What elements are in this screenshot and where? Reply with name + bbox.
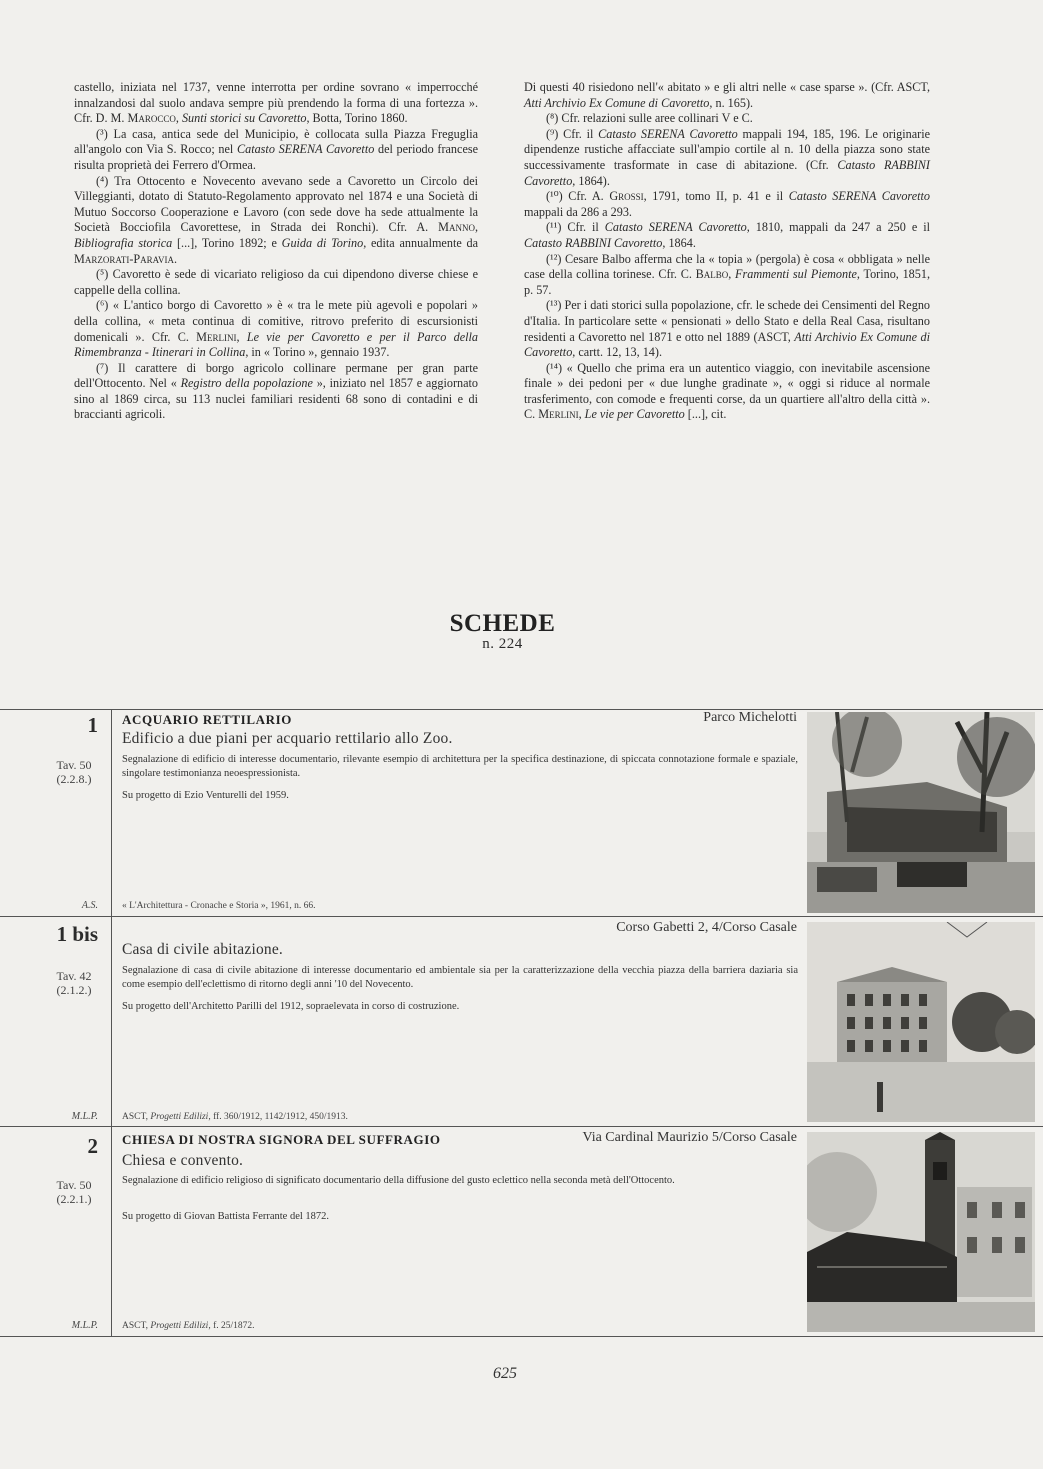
- scheda-source: ASCT, Progetti Edilizi, ff. 360/1912, 1142/1912, 450/1913.: [122, 1112, 348, 1122]
- scheda-title: CHIESA DI NOSTRA SIGNORA DEL SUFFRAGIO: [122, 1132, 441, 1147]
- footnote-6: (⁶) « L'antico borgo di Cavoretto » è « tra le mete più agevoli e popolari » della collina, « meta continua di comitive, ritrovo preferito di escursionisti domenicali ». Cfr. C. Merlini, Le vie per Cavoretto e per il Parco della Rimembranza - Itinerari in Collina, in « Torino », gennaio 1937.: [74, 298, 478, 360]
- footnote-3: (³) La casa, antica sede del Municipio, è collocata sulla Piazza Freguglia all'angolo con Via S. Rocco; nel Catasto SERENA Cavoretto del periodo francese risulta proprietà dei Ferrero d'Ormea.: [74, 126, 478, 172]
- scheda-card-1bis: [0, 916, 1043, 1126]
- scheda-description: Segnalazione di edificio religioso di significato documentario della diffusione del gusto eclettico nella seconda metà dell'Ottocento.: [122, 1175, 675, 1186]
- tavola-ref: Tav. 50 (2.2.8.): [56, 758, 92, 786]
- scheda-type: Chiesa e convento.: [122, 1152, 244, 1169]
- schede-heading: [0, 610, 1005, 653]
- scheda-project: Su progetto dell'Architetto Parilli del 1912, sopraelevata in corso di costruzione.: [122, 1001, 460, 1012]
- scheda-address: Corso Gabetti 2, 4/Corso Casale: [616, 920, 797, 935]
- note-continuation-right: Di questi 40 risiedono nell'« abitato » e gli altri nelle « case sparse ». (Cfr. ASCT, Atti Archivio Ex Comune di Cavoretto, n. 165).: [524, 80, 930, 110]
- author-initials: M.L.P.: [71, 1111, 98, 1122]
- footnote-5: (⁵) Cavoretto è sede di vicariato religioso da cui dipendono diverse chiese e cappelle della collina.: [74, 267, 478, 297]
- footnote-8: (⁸) Cfr. relazioni sulle aree collinari V e C.: [546, 111, 753, 126]
- note-continuation: castello, iniziata nel 1737, venne interrotta per ordine sovrano « imperrocché innalzandosi dal suolo andava sempre più prendendo la forma di una fortezza ». Cfr. D. M. Marocco, Sunti storici su Cavoretto, Botta, Torino 1860.: [74, 80, 478, 126]
- building-photo: [807, 922, 1035, 1122]
- scheda-card-2: [0, 1126, 1043, 1336]
- scheda-address: Via Cardinal Maurizio 5/Corso Casale: [582, 1130, 797, 1145]
- notes-right-column: [524, 80, 930, 423]
- scheda-project: Su progetto di Giovan Battista Ferrante del 1872.: [122, 1211, 330, 1222]
- scheda-description: Segnalazione di edificio di interesse documentario, rilevante esempio di architettura per la specifica destinazione, di spiccata connotazione formale e spaziale, singolare testimonianza neoespressionista.: [122, 754, 798, 779]
- scheda-type: Casa di civile abitazione.: [122, 941, 284, 958]
- tavola-ref: Tav. 42 (2.1.2.): [56, 969, 92, 997]
- footnote-7: (⁷) Il carattere di borgo agricolo collinare permane per gran parte dell'Ottocento. Nel « Registro della popolazione », iniziato nel 1857 e aggiornato sino al 1869 circa, su 113 nuclei familiari residenti 68 sono di contadini e di braccianti agricoli.: [74, 360, 479, 422]
- footnote-14: (¹⁴) « Quello che prima era un autentico viaggio, con inevitabile ascensione finale » dei pedoni per « due lunghe gradinate », « oggi si riduce al normale trasferimento, con comode e frequenti corse, da un quartiere all'altro della città ». C. Merlini, Le vie per Cavoretto [...], cit.: [524, 360, 930, 422]
- footnote-9: (⁹) Cfr. il Catasto SERENA Cavoretto mappali 194, 185, 196. Le originarie dipendenze rustiche affacciate sull'ampio cortile al n. 10 della piazza sono state successivamente trasformate in case di abitazione. (Cfr. Catasto RABBINI Cavoretto, 1864).: [524, 126, 930, 188]
- schede-title: SCHEDE: [449, 610, 556, 637]
- scheda-number: 1: [87, 713, 98, 737]
- author-initials: M.L.P.: [71, 1320, 98, 1331]
- scheda-type: Edificio a due piani per acquario rettilario allo Zoo.: [122, 730, 453, 747]
- scheda-title: ACQUARIO RETTILARIO: [122, 712, 292, 727]
- scheda-number: 2: [87, 1134, 98, 1158]
- card-divider: [0, 1336, 1043, 1337]
- scheda-number: 1 bis: [56, 922, 98, 946]
- footnote-12: (¹²) Cesare Balbo afferma che la « topia » (pergola) è cosa « obbligata » nelle case della collina torinese. Cfr. C. Balbo, Frammenti sul Piemonte, Torino, 1851, p. 57.: [524, 251, 930, 297]
- scheda-project: Su progetto di Ezio Venturelli del 1959.: [122, 790, 289, 801]
- author-initials: A.S.: [81, 900, 98, 911]
- schede-number: n. 224: [482, 636, 523, 652]
- tavola-ref: Tav. 50 (2.2.1.): [56, 1178, 92, 1206]
- page-number: 625: [493, 1365, 517, 1382]
- scheda-source: ASCT, Progetti Edilizi, f. 25/1872.: [122, 1321, 255, 1331]
- building-photo: [807, 1132, 1035, 1332]
- building-photo: [807, 712, 1035, 913]
- scheda-card-1: [0, 709, 1043, 916]
- scheda-address: Parco Michelotti: [703, 710, 797, 725]
- footnote-13: (¹³) Per i dati storici sulla popolazione, cfr. le schede dei Censimenti del Regno d'Italia. In particolare sette « pensionati » dello Stato e della Real Casa, risultano residenti a Cavoretto nel 1871 e otto nel 1889 (ASCT, Atti Archivio Ex Comune di Cavoretto, cartt. 12, 13, 14).: [524, 298, 931, 360]
- notes-left-column: [74, 80, 478, 423]
- footnote-4: (⁴) Tra Ottocento e Novecento avevano sede a Cavoretto un Circolo dei Villeggianti, dotato di Statuto-Regolamento approvato nel 1874 e una Società di Mutuo Soccorso Cooperazione e Lavoro (con sede dove ha sede attualmente la Società Bocciofila Cavorettese, in Strada dei Ronchi). Cfr. A. Manno, Bibliografia storica [...], Torino 1892; e Guida di Torino, edita annualmente da Marzorati-Paravia.: [74, 173, 479, 266]
- scheda-description: Segnalazione di casa di civile abitazione di interesse documentario ed ambientale sia per la caratterizzazione della vecchia piazza della barriera daziaria sia come esempio dell'eclettismo di ritorno degli anni '10 del Novecento.: [122, 965, 798, 990]
- footnote-10: (¹⁰) Cfr. A. Grossi, 1791, tomo II, p. 41 e il Catasto SERENA Cavoretto mappali da 286 a 293.: [524, 189, 930, 219]
- scheda-source: « L'Architettura - Cronache e Storia », 1961, n. 66.: [122, 901, 316, 911]
- footnote-11: (¹¹) Cfr. il Catasto SERENA Cavoretto, 1810, mappali da 247 a 250 e il Catasto RABBINI Cavoretto, 1864.: [524, 220, 930, 250]
